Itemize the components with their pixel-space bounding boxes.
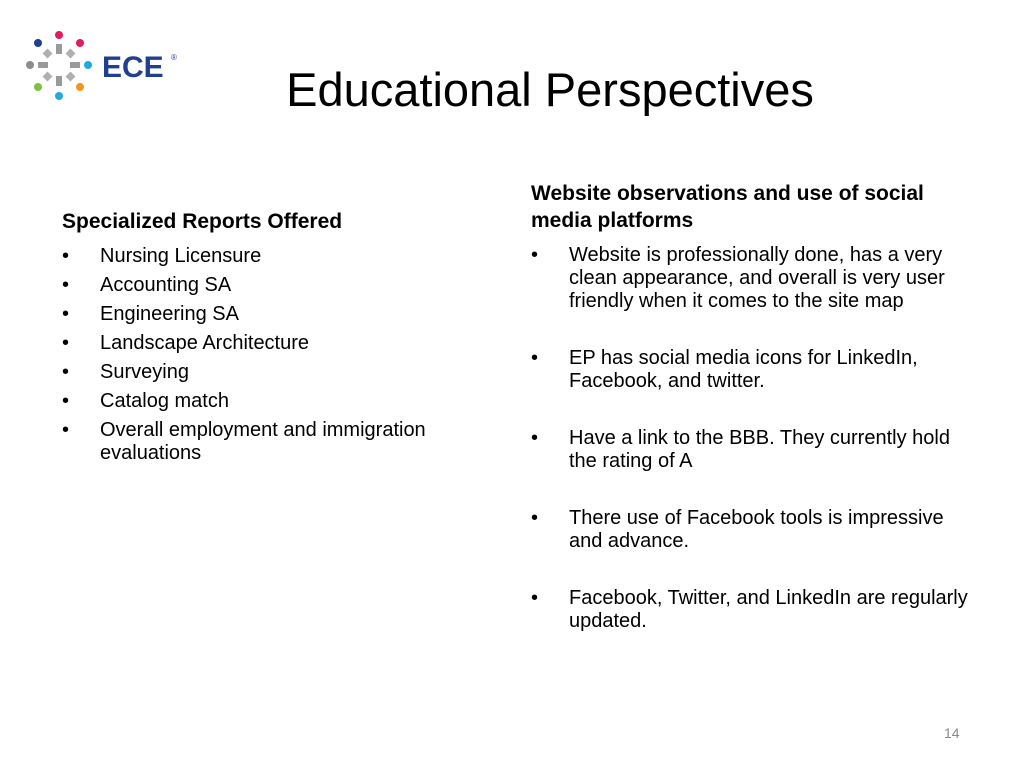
slide-title: Educational Perspectives	[286, 63, 814, 116]
list-item	[62, 332, 492, 355]
right-column-heading: Website observations and use of social media platforms	[531, 182, 924, 232]
left-column-heading: Specialized Reports Offered	[62, 210, 343, 233]
left-column	[62, 208, 492, 471]
bullet-icon: •	[62, 390, 70, 412]
list-item	[62, 361, 492, 384]
list-item-text: Nursing Licensure	[100, 245, 262, 267]
bullet-icon: •	[531, 244, 539, 266]
list-item-text: Catalog match	[100, 390, 229, 412]
list-item-text: Landscape Architecture	[100, 332, 310, 354]
left-bullet-list	[62, 245, 492, 465]
list-item-text: Accounting SA	[100, 274, 232, 296]
list-item	[531, 244, 971, 313]
list-item	[62, 245, 492, 268]
list-item	[531, 587, 971, 633]
bullet-icon: •	[62, 361, 70, 383]
list-item	[62, 274, 492, 297]
page-number: 14	[944, 725, 960, 741]
list-item-text: Have a link to the BBB. They currently hold the rating of A	[569, 427, 950, 472]
list-item	[62, 390, 492, 413]
bullet-icon: •	[62, 303, 70, 325]
list-item	[531, 427, 971, 473]
bullet-icon: •	[531, 587, 539, 609]
list-item-text: Facebook, Twitter, and LinkedIn are regularly updated.	[569, 587, 968, 632]
list-item-text: Website is professionally done, has a very clean appearance, and overall is very user friendly when it comes to the site map	[569, 244, 945, 312]
bullet-icon: •	[62, 419, 70, 441]
bullet-icon: •	[62, 332, 70, 354]
logo-wordmark: ECE	[102, 51, 164, 84]
right-bullet-list	[531, 244, 971, 633]
bullet-icon: •	[531, 427, 539, 449]
bullet-icon: •	[62, 245, 70, 267]
ece-logo	[24, 30, 184, 106]
list-item-text: Surveying	[100, 361, 189, 383]
bullet-icon: •	[62, 274, 70, 296]
logo-registered-mark: ®	[171, 53, 177, 62]
list-item	[62, 419, 492, 465]
list-item	[531, 347, 971, 393]
list-item-text: Overall employment and immigration evaluations	[100, 419, 426, 464]
right-column	[531, 180, 971, 667]
list-item-text: EP has social media icons for LinkedIn, Facebook, and twitter.	[569, 347, 918, 392]
bullet-icon: •	[531, 507, 539, 529]
list-item	[62, 303, 492, 326]
list-item-text: Engineering SA	[100, 303, 239, 325]
list-item	[531, 507, 971, 553]
bullet-icon: •	[531, 347, 539, 369]
list-item-text: There use of Facebook tools is impressive and advance.	[569, 507, 944, 552]
